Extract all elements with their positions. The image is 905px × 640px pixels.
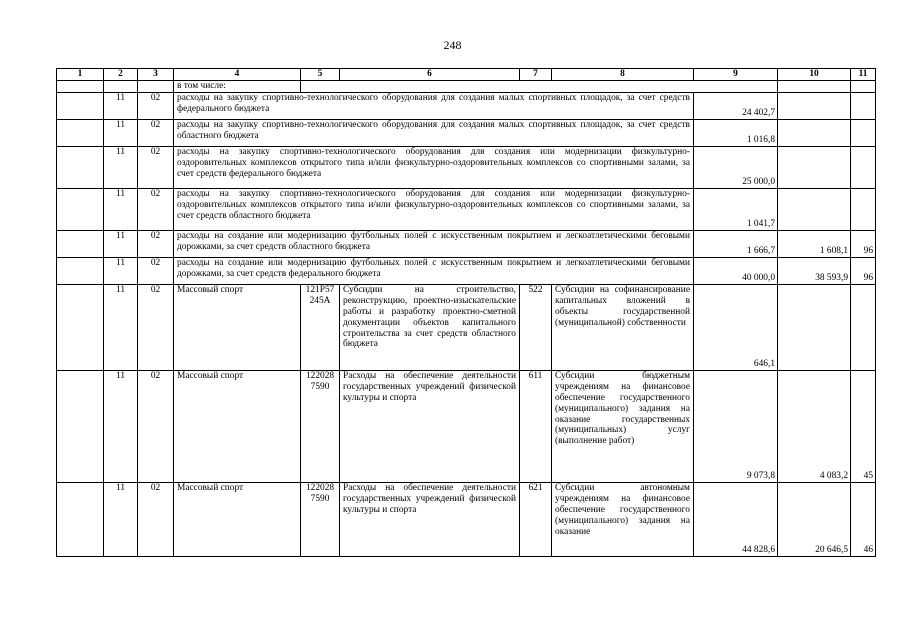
activity-name: Массовый спорт — [174, 370, 301, 482]
execution-percent — [851, 92, 876, 119]
subsection-code: 02 — [138, 146, 174, 188]
expense-type-code: 611 — [520, 370, 552, 482]
subsection-code: 02 — [138, 370, 174, 482]
section-code: 11 — [104, 92, 138, 119]
subsection-code: 02 — [138, 257, 174, 284]
executed-amount: 4 083,2 — [778, 370, 851, 482]
header-cell: 11 — [851, 69, 876, 81]
expense-description: расходы на закупку спортивно-технологического оборудования для создания или модернизации физкультурно-оздоровительных комплексов открытого типа и/или физкультурно-оздоровительных комплексов со спортивными залами, за счет средств областного бюджета — [174, 188, 694, 230]
target-article-code: 121P57 245A — [301, 284, 340, 370]
executed-amount — [778, 92, 851, 119]
expense-description: расходы на создание или модернизацию футбольных полей с искусственным покрытием и легкоатлетическими беговыми дорожками, за счет средств федерального бюджета — [174, 257, 694, 284]
planned-amount: 1 666,7 — [694, 230, 778, 257]
table-row — [57, 92, 876, 119]
executed-amount — [778, 146, 851, 188]
header-cell: 5 — [301, 69, 340, 81]
article-name: Субсидии на строительство, реконструкцию, проектно-изыскательские работы и разработку проектно-сметной документации объектов капитального строительства за счет средств областного бюджета — [340, 284, 520, 370]
expense-description: расходы на закупку спортивно-технологического оборудования для создания малых спортивных площадок, за счет средств областного бюджета — [174, 119, 694, 146]
article-name: Расходы на обеспечение деятельности государственных учреждений физической культуры и спорта — [340, 370, 520, 482]
page-number: 248 — [443, 38, 462, 52]
executed-amount — [778, 119, 851, 146]
planned-amount: 1 041,7 — [694, 188, 778, 230]
activity-name: Массовый спорт — [174, 482, 301, 556]
table-row — [57, 284, 876, 370]
intro-text: в том числе: — [174, 81, 301, 93]
execution-percent: 96 — [851, 230, 876, 257]
execution-percent: 46 — [851, 482, 876, 556]
header-cell: 1 — [57, 69, 104, 81]
executed-amount: 1 608,1 — [778, 230, 851, 257]
header-cell: 10 — [778, 69, 851, 81]
activity-name: Массовый спорт — [174, 284, 301, 370]
budget-table — [56, 68, 876, 557]
header-cell: 2 — [104, 69, 138, 81]
planned-amount: 25 000,0 — [694, 146, 778, 188]
header-cell: 7 — [520, 69, 552, 81]
header-cell: 8 — [552, 69, 694, 81]
expense-type-name: Субсидии бюджетным учреждениям на финансовое обеспечение государственного (муниципального) задания на оказание государственных (муниципальных) услуг (выполнение работ) — [552, 370, 694, 482]
expense-type-name: Субсидии на софинансирование капитальных вложений в объекты государственной (муниципальной) собственности — [552, 284, 694, 370]
planned-amount: 9 073,8 — [694, 370, 778, 482]
expense-description: расходы на создание или модернизацию футбольных полей с искусственным покрытием и легкоатлетическими беговыми дорожками, за счет средств областного бюджета — [174, 230, 694, 257]
subsection-code: 02 — [138, 284, 174, 370]
executed-amount — [778, 284, 851, 370]
execution-percent — [851, 188, 876, 230]
header-cell: 6 — [340, 69, 520, 81]
header-cell: 9 — [694, 69, 778, 81]
subsection-code: 02 — [138, 482, 174, 556]
table-row — [57, 119, 876, 146]
table-row — [57, 230, 876, 257]
table-row — [57, 482, 876, 556]
header-cell: 4 — [174, 69, 301, 81]
section-code: 11 — [104, 482, 138, 556]
expense-type-code: 522 — [520, 284, 552, 370]
executed-amount: 20 646,5 — [778, 482, 851, 556]
execution-percent — [851, 119, 876, 146]
table-row — [57, 146, 876, 188]
section-code: 11 — [104, 188, 138, 230]
target-article-code: 122028 7590 — [301, 482, 340, 556]
planned-amount: 24 402,7 — [694, 92, 778, 119]
header-cell: 3 — [138, 69, 174, 81]
execution-percent — [851, 284, 876, 370]
section-code: 11 — [104, 119, 138, 146]
executed-amount — [778, 188, 851, 230]
article-name: Расходы на обеспечение деятельности государственных учреждений физической культуры и спорта — [340, 482, 520, 556]
planned-amount: 646,1 — [694, 284, 778, 370]
table-row — [57, 188, 876, 230]
section-code: 11 — [104, 370, 138, 482]
execution-percent — [851, 146, 876, 188]
subsection-code: 02 — [138, 92, 174, 119]
section-code: 11 — [104, 284, 138, 370]
header-row — [57, 69, 876, 81]
target-article-code: 122028 7590 — [301, 370, 340, 482]
subsection-code: 02 — [138, 230, 174, 257]
intro-row — [57, 81, 876, 93]
subsection-code: 02 — [138, 119, 174, 146]
table-row — [57, 257, 876, 284]
planned-amount: 44 828,6 — [694, 482, 778, 556]
expense-type-code: 621 — [520, 482, 552, 556]
planned-amount: 1 016,8 — [694, 119, 778, 146]
execution-percent: 96 — [851, 257, 876, 284]
section-code: 11 — [104, 146, 138, 188]
expense-description: расходы на закупку спортивно-технологического оборудования для создания малых спортивных площадок, за счет средств федерального бюджета — [174, 92, 694, 119]
expense-type-name: Субсидии автономным учреждениям на финансовое обеспечение государственного (муниципального) задания на оказание — [552, 482, 694, 556]
section-code: 11 — [104, 230, 138, 257]
planned-amount: 40 000,0 — [694, 257, 778, 284]
subsection-code: 02 — [138, 188, 174, 230]
table-row — [57, 370, 876, 482]
section-code: 11 — [104, 257, 138, 284]
expense-description: расходы на закупку спортивно-технологического оборудования для создания или модернизации физкультурно-оздоровительных комплексов открытого типа и/или физкультурно-оздоровительных комплексов со спортивными залами, за счет средств федерального бюджета — [174, 146, 694, 188]
execution-percent: 45 — [851, 370, 876, 482]
executed-amount: 38 593,9 — [778, 257, 851, 284]
